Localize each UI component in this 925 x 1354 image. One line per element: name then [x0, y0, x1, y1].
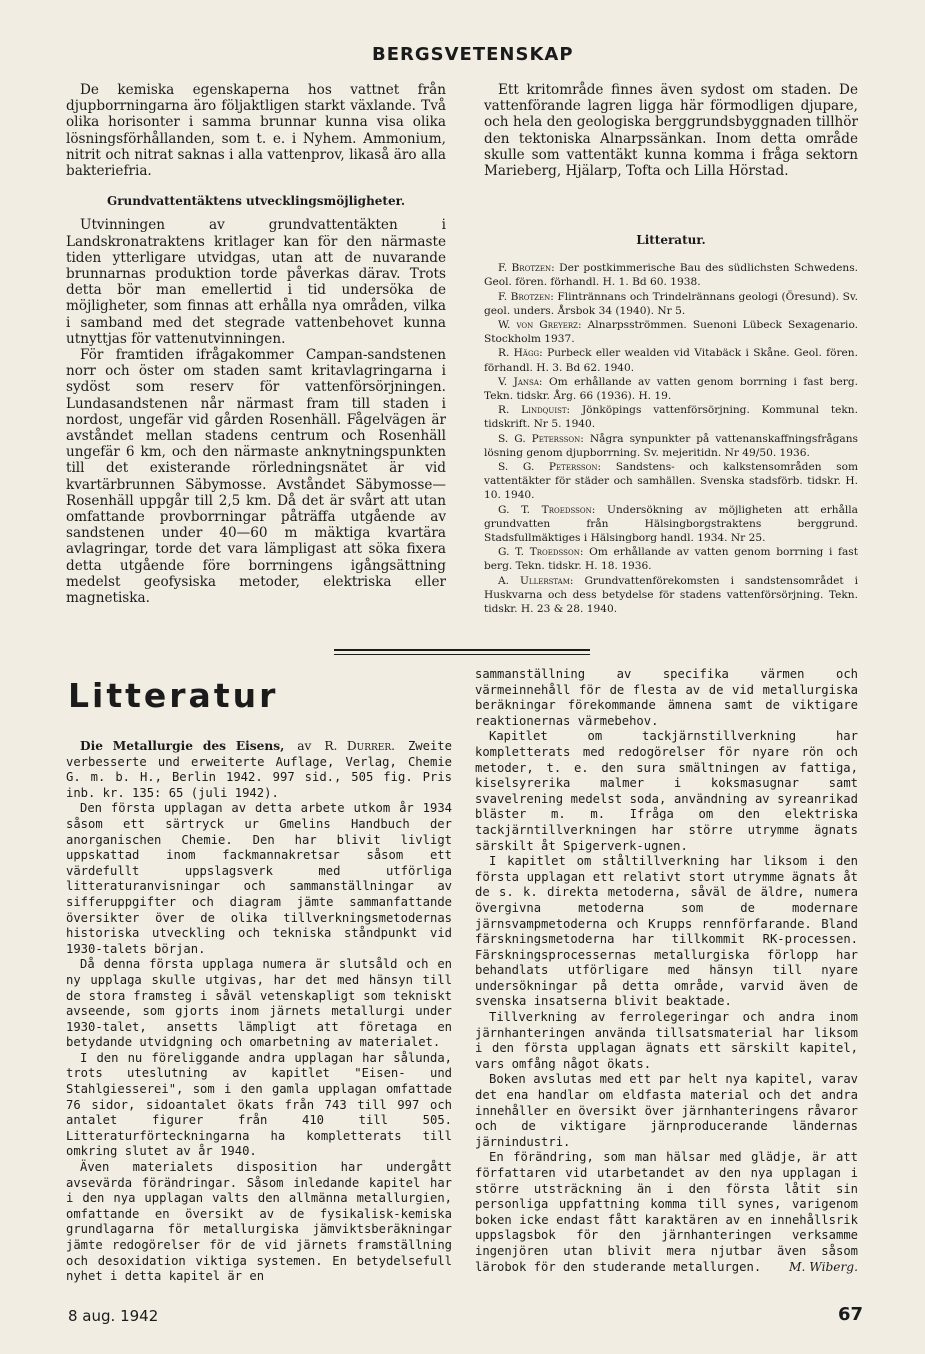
- reference-text: Om erhållande av vatten genom borrning i fast berg. Tekn. tidskr. Årg. 66 (1936). H. 19.: [484, 375, 858, 403]
- references-container: [484, 261, 858, 616]
- reference-entry: [484, 375, 858, 403]
- reference-author: S. G. Petersson:: [498, 432, 584, 445]
- reference-text: Grundvattenförekomsten i sandstensområdet i Huskvarna och dess betydelse för stadens vattenförsörjning. Tekn. tidskr. H. 23 & 28. 1940.: [484, 574, 858, 616]
- reference-entry: [484, 503, 858, 546]
- reference-entry: [484, 290, 858, 318]
- book-author: R. Durrer.: [324, 739, 396, 753]
- reference-entry: [484, 346, 858, 374]
- running-header: BERGSVETENSKAP: [372, 44, 574, 65]
- reference-entry: [484, 460, 858, 503]
- review-paragraph: En förändring, som man hälsar med glädje, är att författaren vid utarbetandet av den nya upplagan i större utsträckning än i den första låtit sin personliga uppfattning komma till synes, varigenom boken icke endast fått karaktären av en innehållsrik uppslagsbok för den järnhanteringen verksamme ingenjören utan blivit mera njutbar även såsom lärobok för den studerande metallurgen.: [475, 1150, 858, 1274]
- reference-entry: [484, 574, 858, 617]
- review-paragraph: Boken avslutas med ett par helt nya kapitel, varav det ena handlar om eldfasta material och det andra innehåller en översikt över järnhanteringens råvaror och de viktigare järnproducerande ländernas järnindustri.: [475, 1072, 858, 1149]
- review-paragraph: I kapitlet om ståltillverkning har liksom i den första upplagan ett relativt stort utrymme ägnats åt de s. k. direkta metoderna, såväl de äldre, numera övergivna metoderna som de modernare järnsvampmetoderna och Krupps rennförfarande. Bland färskningsmetoderna har tillkommit RK-processen. Färskningsprocessernas metallurgiska förlopp har behandlats utförligare med hänsyn till nyare undersökningar på detta område, varvid även de svenska insatserna blivit beaktade.: [475, 854, 858, 1009]
- subheading: Grundvattentäktens utvecklingsmöjligheter.: [106, 194, 406, 209]
- review-paragraph: Även materialets disposition har undergått avsevärda förändringar. Såsom inledande kapitel har i den nya upplagan valts den allmänna metallurgien, omfattande en översikt av de fysikalisk-kemiska grundlagarna för metallurgiska jämviktsberäkningar jämte redogörelser för de vid järnets framställning och desoxidation viktiga systemen. En betydelsefull nyhet i detta kapitel är en: [66, 1160, 452, 1284]
- section-divider-thin: [334, 654, 590, 655]
- issue-date: 8 aug. 1942: [68, 1307, 159, 1325]
- continued-paragraph: sammanställning av specifika värmen och värmeinnehåll för de flesta av de vid metallurgiska beräkningar förekommande ämnena samt de viktigare reaktionernas värmebehov.: [475, 667, 858, 728]
- body-paragraph: Utvinningen av grundvattentäkten i Landskronatraktens kritlager kan för den närmaste tiden ytterligare utvidgas, utan att de nuvarande brunnarnas produktion torde påverkas därav. Trots detta bör man emellertid i tid undersöka de möjligheter, som finnas att erhålla nya områden, vilka i samband med det stegrade vattenbehovet kunna utnyttjas för vattenutvinningen.: [66, 217, 446, 347]
- reference-entry: [484, 403, 858, 431]
- reference-entry: [484, 318, 858, 346]
- review-paragraph: Tillverkning av ferrolegeringar och andra inom järnhanteringen använda tillsatsmaterial har liksom i den första upplagan ägnats ett särskilt kapitel, vars omfång något ökats.: [475, 1010, 858, 1071]
- reference-author: R. Hägg:: [498, 347, 543, 360]
- intro-paragraph: Ett kritområde finnes även sydost om staden. De vattenförande lagren ligga här förmodligen djupare, och hela den geologiska berggrundsbyggnaden tillhör den tektoniska Alnarpssänkan. Inom detta område skulle som vattentäkt kunna komma i fråga sektorn Marieberg, Hjälarp, Tofta och Lilla Hörstad.: [484, 82, 858, 180]
- page-number: 67: [838, 1304, 864, 1325]
- top-left-column: [66, 82, 446, 606]
- reference-entry: [484, 432, 858, 460]
- reference-author: S. G. Petersson:: [498, 461, 602, 474]
- section-title: Litteratur: [68, 676, 279, 715]
- section-divider: [334, 649, 590, 651]
- reference-text: Alnarpsströmmen. Suenoni Lübeck Sexagenario. Stockholm 1937.: [484, 319, 858, 346]
- reference-author: R. Lindquist:: [498, 404, 571, 417]
- review-left-paragraphs: [66, 801, 452, 1284]
- reference-author: V. Jansa:: [498, 375, 543, 388]
- review-left-column: [66, 739, 452, 1285]
- intro-paragraph: De kemiska egenskaperna hos vattnet från djupborrningarna äro följaktligen starkt växlande. Två olika horisonter i samma brunnar kunna visa olika lösningsförhållanden, som t. e. i Nyhem. Ammonium, nitrit och nitrat saknas i alla vattenprov, likaså äro alla bakteriefria.: [66, 82, 446, 180]
- top-right-column: [484, 82, 858, 179]
- reference-author: W. von Greyerz:: [498, 319, 582, 332]
- review-paragraph: Då denna första upplaga numera är slutsåld och en ny upplaga skulle utgivas, har det med hänsyn till de stora framsteg i såväl vetenskapligt som tekniskt avseende, som gjorts inom järnets metallurgi under 1930-talet, ansetts lämpligt att företaga en betydande utvidgning och omarbetning av materialet.: [66, 957, 452, 1050]
- reference-author: G. T. Troedsson:: [498, 503, 596, 516]
- reference-text: Flintrännans och Trindelrännans geologi (Öresund). Sv. geol. unders. Årsbok 34 (1940). Nr 5.: [484, 290, 858, 317]
- review-by: av: [297, 739, 312, 753]
- body-paragraph: För framtiden ifrågakommer Campan-sandstenen norr och öster om staden samt kritavlagringarna i sydöst som reserv för vattenförsörjningen. Lundasandstenen når närmast fram till staden i nordost, ungefär vid gården Rosenhäll. Fågelvägen är avståndet mellan stadens centrum och Rosenhäll ungefär 6 km, och den närmaste anknytningspunkten till det existerande rörledningsnätet är vid kvartärbrunnen Säbymosse. Avståndet Säbymosse—Rosenhäll uppgår till 2,5 km. Då det är svårt att utan omfattande provborrningar påträffa utgående av sandstenen under 40—60 m mäktiga kvartära avlagringar, torde det vara lämpligast att söka fixera detta utgående före borrningens igångsättning medelst geofysiska metoder, elektriska eller magnetiska.: [66, 347, 446, 607]
- reference-list: [484, 233, 858, 616]
- review-right-paragraphs: [475, 729, 858, 1275]
- review-right-column: [475, 667, 858, 1276]
- reference-author: F. Brotzen:: [498, 290, 554, 303]
- reference-author: F. Brotzen:: [498, 262, 555, 275]
- references-title: Litteratur.: [636, 233, 706, 247]
- reference-text: Sandstens- och kalkstensområden som vattentäkter för städer och samhällen. Svenska stadsförb. tidskr. H. 10. 1940.: [484, 461, 859, 502]
- reference-text: Undersökning av möjligheten att erhålla grundvatten från Hälsingborgstraktens berggrund. Stadsfullmäktiges i Hälsingborg handl. 1934. Nr 25.: [484, 503, 858, 545]
- reference-author: G. T. Troedsson:: [498, 546, 584, 559]
- review-paragraph: I den nu föreliggande andra upplagan har sålunda, trots uteslutning av kapitlet "Eisen- und Stahlgiesserei", som i den gamla upplagan omfattade 76 sidor, sidoantalet ökats från 743 till 997 och antalet figurer från 410 till 505. Litteraturförteckningarna ha kompletterats till omkring slutet av år 1940.: [66, 1050, 452, 1159]
- reference-author: A. Ullerstam:: [498, 574, 574, 587]
- reference-text: Några synpunkter på vattenanskaffningsfrågans lösning genom djupborrning. Sv. mejeritidn. Nr 49/50. 1936.: [484, 432, 858, 459]
- reference-entry: [484, 261, 858, 289]
- reference-entry: [484, 545, 858, 573]
- reference-text: Jönköpings vattenförsörjning. Kommunal tekn. tidskrift. Nr 5. 1940.: [484, 404, 858, 431]
- book-title: Die Metallurgie des Eisens,: [80, 739, 285, 753]
- review-paragraph: Kapitlet om tackjärnstillverkning har kompletterats med redogörelser för nyare rön och metoder, t. e. den sura smältningen av fattiga, kiselsyrerika malmer i koksmasugnar samt svavelrening medelst soda, användning av syreanrikad bläster m. m. Ifråga om den elektriska tackjärntillverkningen har större utrymme ägnats särskilt åt Spigerverk-ugnen.: [475, 729, 858, 853]
- review-signature: M. Wiberg.: [789, 1260, 858, 1275]
- reference-text: Purbeck eller wealden vid Vitabäck i Skåne. Geol. fören. förhandl. H. 3. Bd 62. 1940.: [484, 347, 859, 374]
- reference-text: Der postkimmerische Bau des südlichsten Schwedens. Geol. fören. förhandl. H. 1. Bd 60. 1938.: [484, 262, 858, 289]
- reference-text: Om erhållande av vatten genom borrning i fast berg. Tekn. tidskr. H. 18. 1936.: [484, 546, 858, 573]
- review-paragraph: Den första upplagan av detta arbete utkom år 1934 såsom ett särtryck ur Gmelins Handbuch der anorganischen Chemie. Den har blivit livligt uppskattad inom fackmannakretsar såsom ett värdefullt uppslagsverk med utförliga litteraturanvisningar och sammanställningar av sifferuppgifter och diagram jämte sammanfattande översikter över de olika tillverkningsmetodernas historiska utveckling och tekniska ståndpunkt vid 1930-talets början.: [66, 801, 452, 956]
- book-details: Zweite verbesserte und erweiterte Auflage, Verlag, Chemie G. m. b. H., Berlin 1942. 997 sid., 505 fig. Pris inb. kr. 135: 65 (juli 1942).: [66, 739, 452, 800]
- review-citation: [66, 739, 452, 801]
